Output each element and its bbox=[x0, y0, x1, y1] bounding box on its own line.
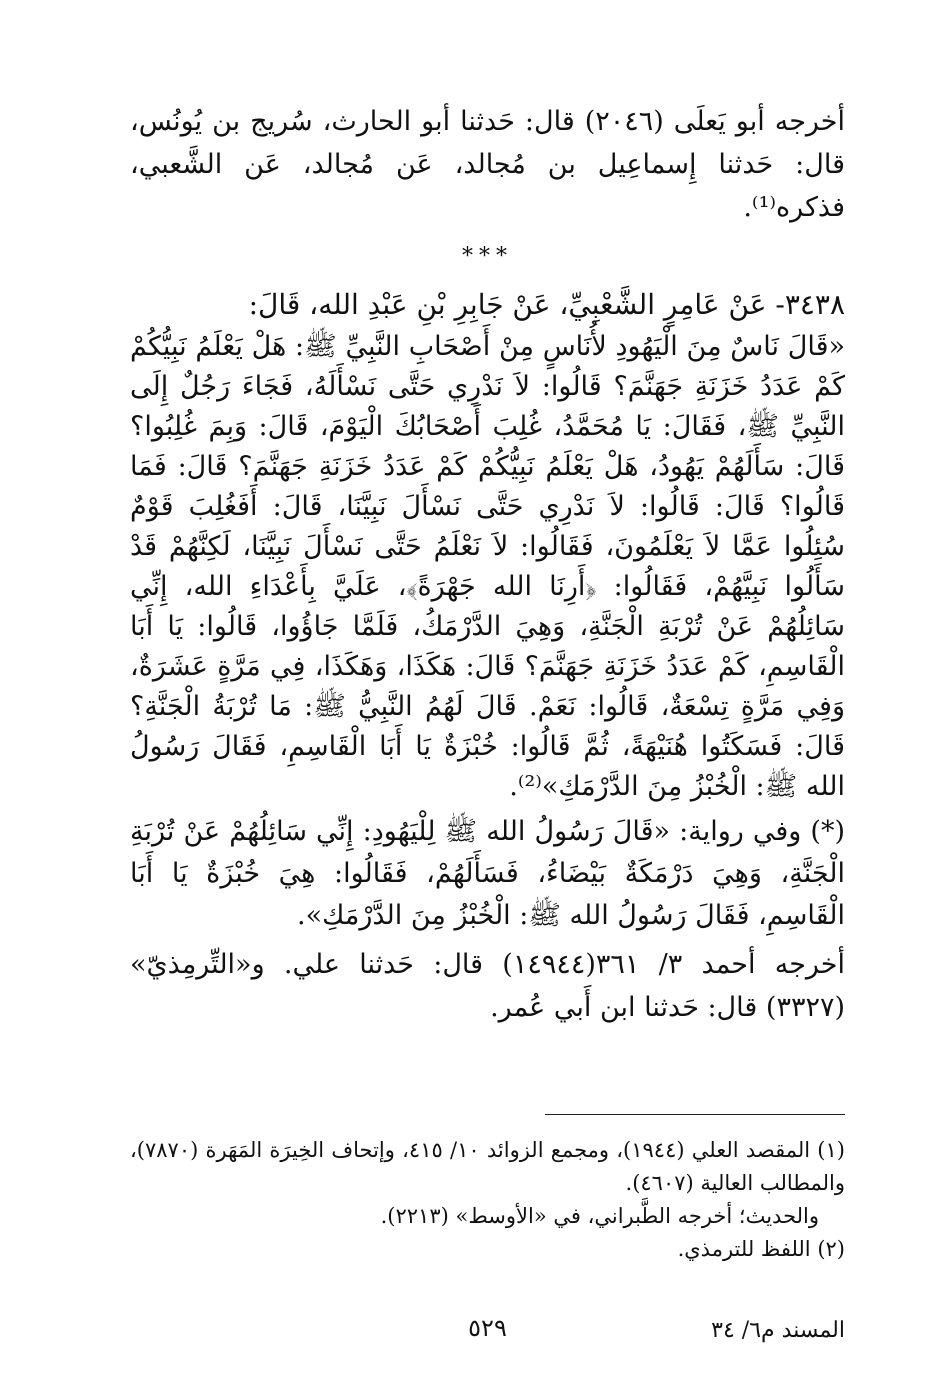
hadith-body: «قَالَ نَاسٌ مِنَ الْيَهُودِ لأُنَاسٍ مِنْ أَصْحَابِ النَّبِيِّ ﷺ: هَلْ يَعْلَمُ نَبِيُّكُمْ كَمْ عَدَدُ خَزَنَةِ جَهَنَّمَ؟ قَالُوا: لاَ نَدْرِي حَتَّى نَسْأَلَهُ، فَجَاءَ رَجُلٌ إِلَى النَّبِيِّ ﷺ، فَقَالَ: يَا مُحَمَّدُ، غُلِبَ أَصْحَابُكَ الْيَوْمَ، قَالَ: وَبِمَ غُلِبُوا؟ قَالَ: سَأَلَهُمْ يَهُودُ، هَلْ يَعْلَمُ نَبِيُّكُمْ كَمْ عَدَدُ خَزَنَةِ جَهَنَّمَ؟ قَالَ: فَمَا قَالُوا؟ قَالَ: قَالُوا: لاَ نَدْرِي حَتَّى نَسْأَلَ نَبِيَّنَا، قَالَ: أَفَغُلِبَ قَوْمٌ سُئِلُوا عَمَّا لاَ يَعْلَمُونَ، فَقَالُوا: لاَ نَعْلَمُ حَتَّى نَسْأَلَ نَبِيَّنَا، لَكِنَّهُمْ قَدْ سَأَلُوا نَبِيَّهُمْ، فَقَالُوا: ﴿أَرِنَا الله جَهْرَةً﴾، عَلَيَّ بِأَعْدَاءِ الله، إِنِّي سَائِلُهُمْ عَنْ تُرْبَةِ الْجَنَّةِ، وَهِيَ الدَّرْمَكُ، فَلَمَّا جَاؤُوا، قَالُوا: يَا أَبَا الْقَاسِمِ، كَمْ عَدَدُ خَزَنَةِ جَهَنَّمَ؟ قَالَ: هَكَذَا، وَهَكَذَا، فِي مَرَّةٍ عَشَرَةٌ، وَفِي مَرَّةٍ تِسْعَةٌ، قَالُوا: نَعَمْ. قَالَ لَهُمُ النَّبِيُّ ﷺ: مَا تُرْبَةُ الْجَنَّةِ؟ قَالَ: فَسَكَتُوا هُنَيْهَةً، ثُمَّ قَالُوا: خُبْزَةٌ يَا أَبَا الْقَاسِمِ، فَقَالَ رَسُولُ الله ﷺ: الْخُبْزُ مِنَ الدَّرْمَكِ»⁽²⁾. bbox=[130, 331, 845, 802]
intro-paragraph: أخرجه أبو يَعلَى (٢٠٤٦) قال: حَدثنا أبو الحارث، سُريج بن يُونُس، قال: حَدثنا إِسماعِيل بن مُجالد، عَن مُجالد، عَن الشَّعبي، فذكره⁽¹⁾. bbox=[130, 106, 846, 223]
hadith-heading: ٣٤٣٨- عَنْ عَامِرٍ الشَّعْبِيِّ، عَنْ جَابِرِ بْنِ عَبْدِ الله، قَالَ: bbox=[248, 288, 845, 321]
main-text bbox=[130, 100, 845, 1029]
page-footer bbox=[130, 1314, 845, 1354]
footnote-rule bbox=[545, 1114, 845, 1115]
takhrij-paragraph: أخرجه أحمد ٣/ ٣٦١(١٤٩٤٤) قال: حَدثنا علي. و«التِّرمِذيّ» (٣٣٢٧) قال: حَدثنا ابن أَبي عُمر. bbox=[130, 949, 845, 1023]
section-divider: *** bbox=[462, 244, 513, 269]
page-number: ٥٢٩ bbox=[468, 1314, 507, 1342]
footnotes bbox=[130, 1134, 845, 1266]
footnote-1-continued: والحديث؛ أخرجه الطَّبراني، في «الأوسط» (٢٢١٣). bbox=[380, 1204, 819, 1228]
signature-mark: المسند م٦/ ٣٤ bbox=[711, 1318, 845, 1343]
riwaya-paragraph: (*) وفي رواية: «قَالَ رَسُولُ الله ﷺ لِلْيَهُودِ: إِنِّي سَائِلُهُمْ عَنْ تُرْبَةِ الْجَنَّةِ، وَهِيَ دَرْمَكَةٌ بَيْضَاءُ، فَسَأَلَهُمْ، فَقَالُوا: هِيَ خُبْزَةٌ يَا أَبَا الْقَاسِمِ، فَقَالَ رَسُولُ الله ﷺ: الْخُبْزُ مِنَ الدَّرْمَكِ». bbox=[130, 816, 845, 931]
footnote-2: (٢) اللفظ للترمذي. bbox=[677, 1237, 845, 1261]
footnote-1: (١) المقصد العلي (١٩٤٤)، ومجمع الزوائد ١٠/ ٤١٥، وإتحاف الخِيرَة المَهَرة (٧٨٧٠)، والمطالب العالية (٤٦٠٧). bbox=[130, 1138, 845, 1195]
